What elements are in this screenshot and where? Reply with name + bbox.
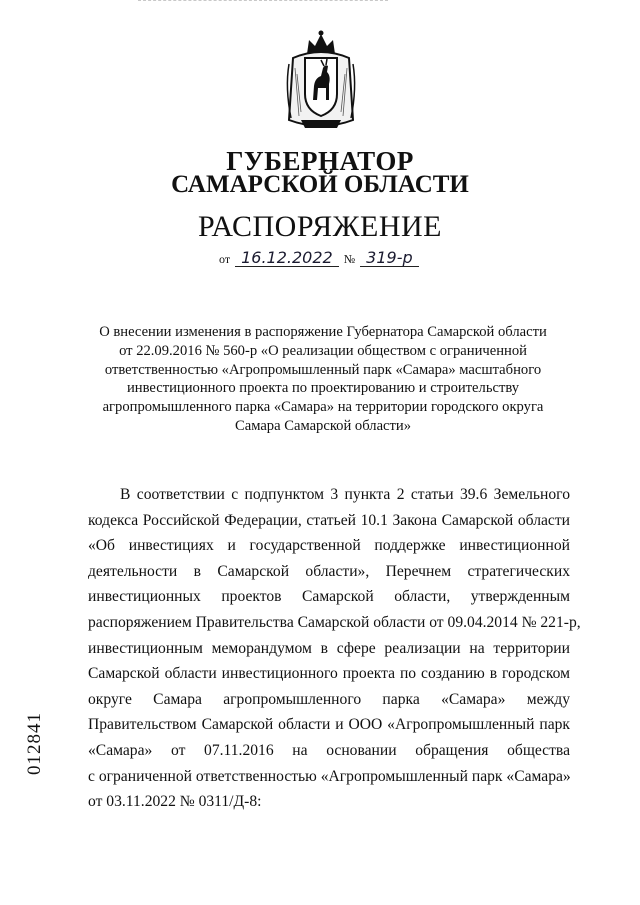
body-line: В соответствии с подпунктом 3 пункта 2 статьи 39.6 Земельного	[120, 486, 570, 503]
date-label: от	[219, 252, 231, 266]
body-line: с ограниченной ответственностью «Агропромышленный парк «Самара»	[88, 767, 571, 785]
body-line: Правительством Самарской области и ООО «Агропромышленный парк	[88, 716, 570, 734]
body-line: кодекса Российской Федерации, статьей 10.1 Закона Самарской области	[88, 511, 570, 529]
authority-title-line1: ГУБЕРНАТОР	[226, 146, 414, 176]
document-body	[88, 482, 581, 815]
title-line: от 22.09.2016 № 560-р «О реализации обществом с ограниченной	[119, 342, 527, 359]
coat-of-arms-icon	[283, 28, 359, 136]
document-title	[86, 323, 560, 436]
registration-number: 012841	[24, 712, 45, 775]
body-line: инвестиционных проектов Самарской области, утвержденным	[88, 588, 570, 606]
body-line: округе Самара агропромышленного парка «Самара» между	[88, 690, 570, 708]
title-line: Самара Самарской области»	[234, 417, 412, 434]
title-line: инвестиционного проекта по проектированию и строительству	[126, 380, 520, 397]
number-value: 319-р	[360, 250, 418, 267]
scan-top-edge	[138, 0, 388, 1]
body-line: Самарской области инвестиционного проекта по созданию в городском	[88, 665, 570, 683]
document-type: РАСПОРЯЖЕНИЕ	[197, 210, 443, 243]
body-line: «Самара» от 07.11.2016 на основании обращения общества	[88, 741, 570, 759]
body-line: от 03.11.2022 № 0311/Д-8:	[88, 793, 262, 811]
title-line: ответственностью «Агропромышленный парк «Самара» масштабного	[104, 361, 542, 378]
body-line: распоряжением Правительства Самарской области от 09.04.2014 № 221-р,	[88, 613, 581, 631]
body-line: «Об инвестициях и государственной поддержке инвестиционной	[88, 537, 570, 555]
date-value: 16.12.2022	[235, 250, 339, 267]
title-line: агропромышленного парка «Самара» на территории городского округа	[102, 399, 544, 416]
body-line: инвестиционным меморандумом в сфере реализации на территории	[88, 639, 570, 657]
date-number-line	[217, 250, 419, 267]
authority-title-line2: САМАРСКОЙ ОБЛАСТИ	[171, 171, 469, 198]
body-line: деятельности в Самарской области», Перечнем стратегических	[88, 562, 570, 580]
title-line: О внесении изменения в распоряжение Губернатора Самарской области	[99, 324, 547, 340]
number-label: №	[343, 252, 356, 266]
